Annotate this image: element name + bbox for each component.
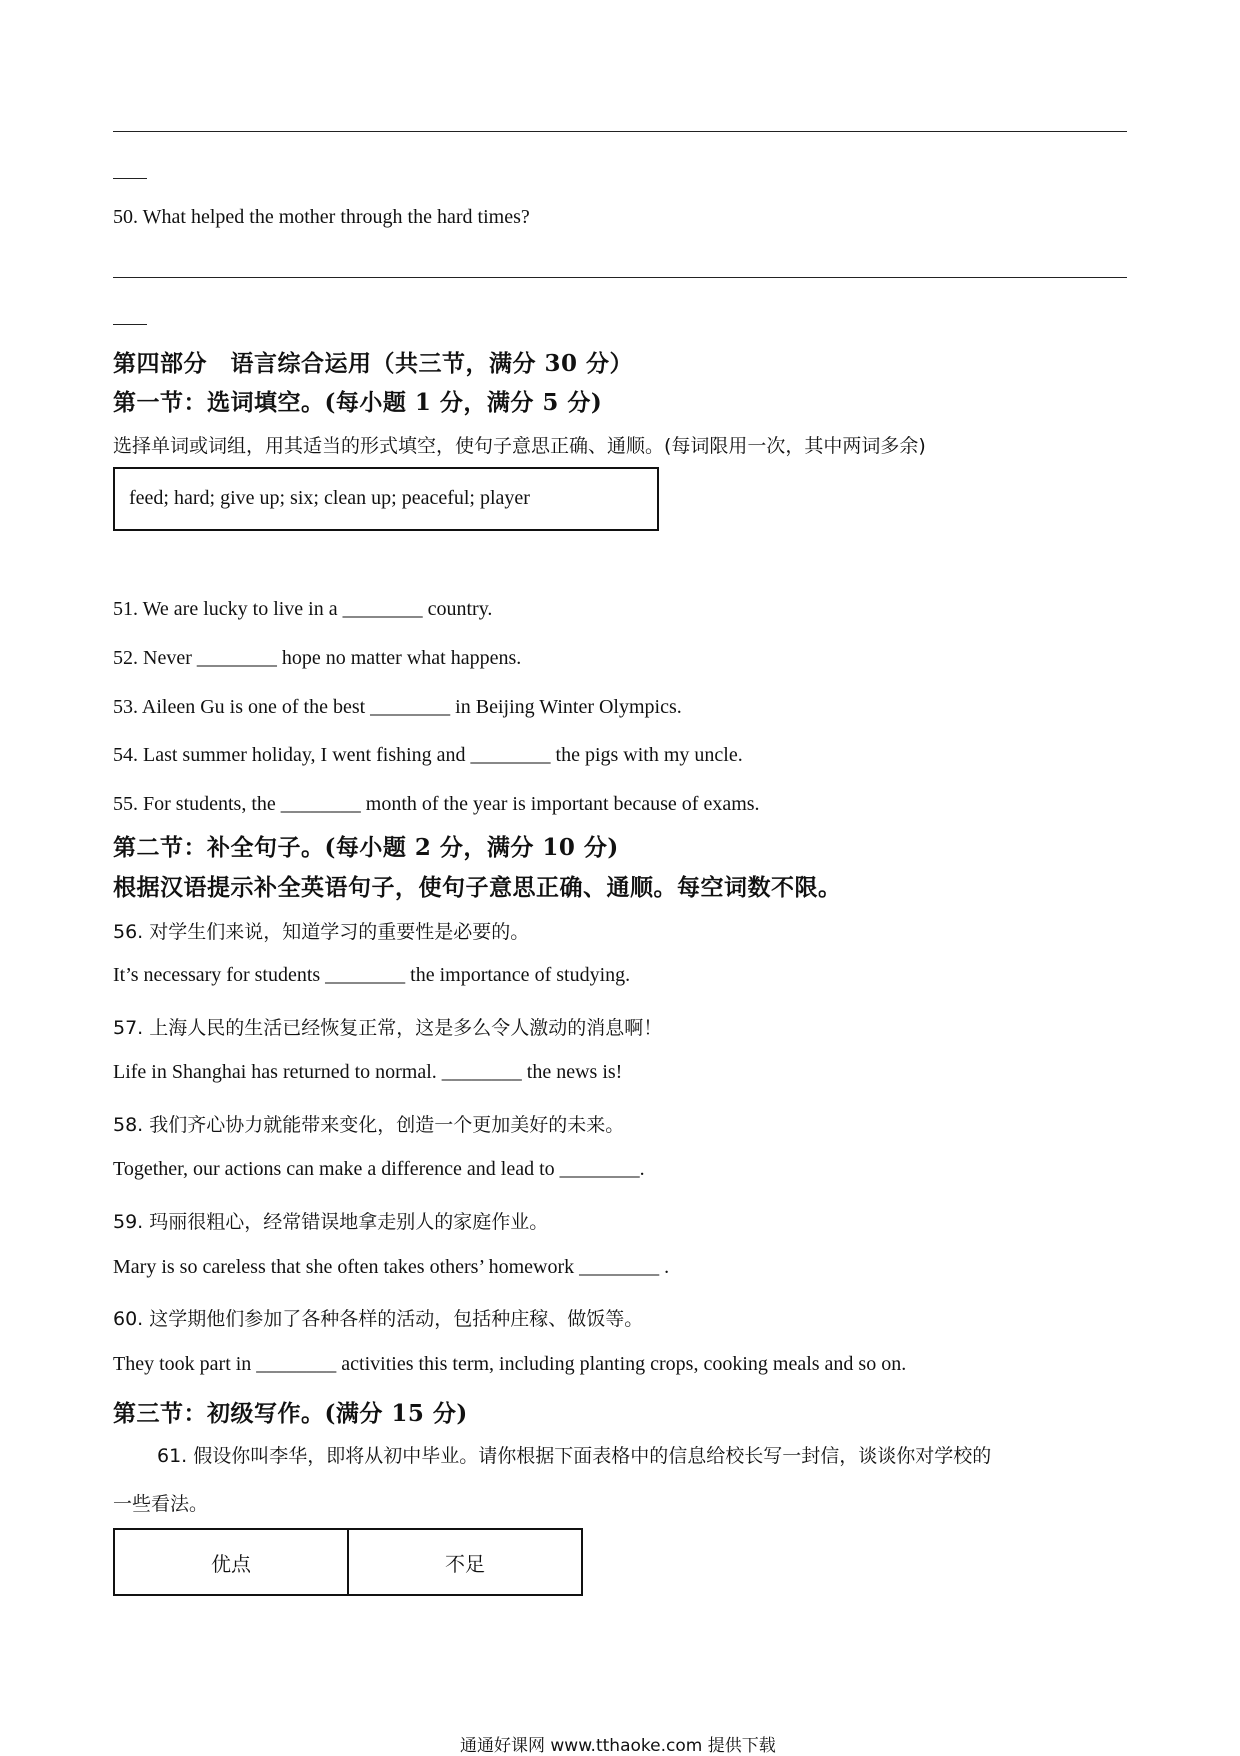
question-53: 53. Aileen Gu is one of the best ________ in Beijing Winter Olympics. [113, 696, 682, 718]
section1-instructions: 选择单词或词组，用其适当的形式填空，使句子意思正确、通顺。(每词限用一次，其中两词多余) [113, 435, 926, 457]
answer-line-50-tail [113, 324, 147, 325]
writing-prompt-line2: 一些看法。 [113, 1493, 209, 1515]
question-51: 51. We are lucky to live in a ________ country. [113, 598, 493, 620]
question-58-english: Together, our actions can make a difference and lead to ________. [113, 1158, 645, 1180]
writing-prompt-line1: 61. 假设你叫李华，即将从初中毕业。请你根据下面表格中的信息给校长写一封信，谈谈你对学校的 [157, 1445, 992, 1467]
section1-title: 第一节：选词填空。(每小题 1 分，满分 5 分) [113, 389, 603, 416]
question-59-english: Mary is so careless that she often takes others’ homework ________ . [113, 1256, 670, 1278]
question-57-chinese: 57. 上海人民的生活已经恢复正常，这是多么令人激动的消息啊！ [113, 1017, 663, 1039]
question-52: 52. Never ________ hope no matter what happens. [113, 647, 522, 669]
question-57-english: Life in Shanghai has returned to normal. ________ the news is! [113, 1061, 623, 1083]
section2-title: 第二节：补全句子。(每小题 2 分，满分 10 分) [113, 834, 619, 861]
question-60-chinese: 60. 这学期他们参加了各种各样的活动，包括种庄稼、做饭等。 [113, 1308, 644, 1330]
question-58-chinese: 58. 我们齐心协力就能带来变化，创造一个更加美好的未来。 [113, 1114, 625, 1136]
word-bank-box [113, 467, 659, 531]
page-footer: 通通好课网 www.tthaoke.com 提供下载 [460, 1736, 776, 1756]
question-60-english: They took part in ________ activities this term, including planting crops, cooking meals and so on. [113, 1353, 907, 1375]
answer-line-49 [113, 131, 1127, 132]
section2-instructions: 根据汉语提示补全英语句子，使句子意思正确、通顺。每空词数不限。 [113, 874, 842, 901]
part4-title: 第四部分 语言综合运用（共三节，满分 30 分） [113, 350, 634, 377]
table-header-cons: 不足 [348, 1529, 582, 1595]
section3-title: 第三节：初级写作。(满分 15 分) [113, 1400, 468, 1427]
answer-line-50 [113, 277, 1127, 278]
word-bank-text: feed; hard; give up; six; clean up; peaceful; player [129, 487, 530, 509]
question-56-english: It’s necessary for students ________ the importance of studying. [113, 964, 631, 986]
table-header-pros: 优点 [114, 1529, 348, 1595]
question-55: 55. For students, the ________ month of the year is important because of exams. [113, 793, 760, 815]
question-50: 50. What helped the mother through the hard times? [113, 206, 530, 228]
pros-cons-table [113, 1528, 583, 1596]
question-59-chinese: 59. 玛丽很粗心，经常错误地拿走别人的家庭作业。 [113, 1211, 549, 1233]
answer-line-49-tail [113, 178, 147, 179]
question-56-chinese: 56. 对学生们来说，知道学习的重要性是必要的。 [113, 921, 530, 943]
question-54: 54. Last summer holiday, I went fishing and ________ the pigs with my uncle. [113, 744, 743, 766]
